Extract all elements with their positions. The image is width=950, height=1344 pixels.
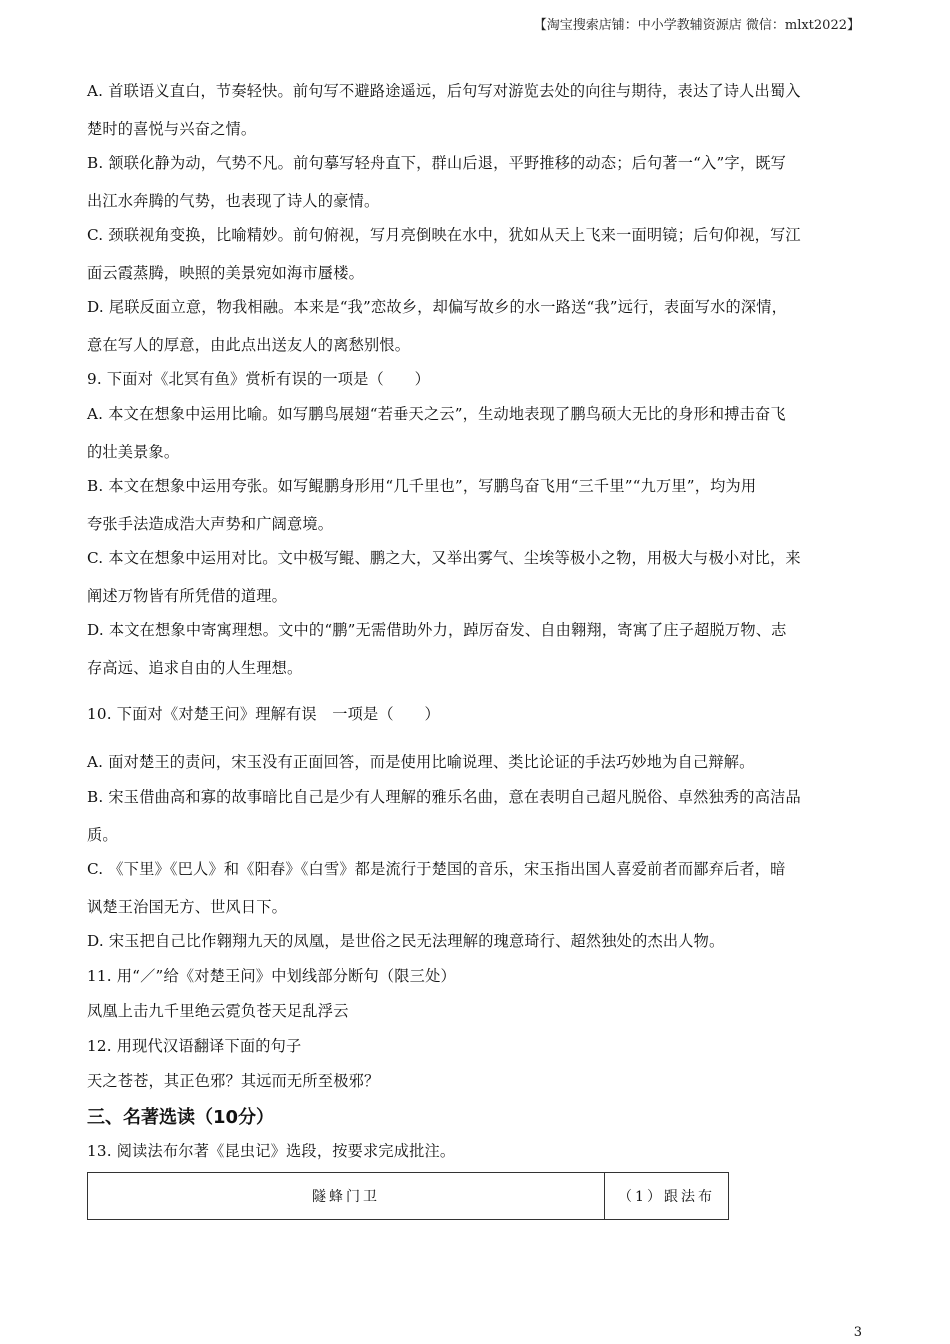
q9-option-b-line2: 夸张手法造成浩大声势和广阔意境。 [87, 515, 334, 533]
q9-option-d-line1: D. 本文在想象中寄寓理想。文中的“鹏”无需借助外力，踔厉奋发、自由翱翔，寄寓了庄子超脱万物、志 [87, 621, 787, 639]
q10-option-b-line2: 质。 [87, 826, 118, 844]
section-title: 三、名著选读（10分） [87, 1107, 275, 1128]
page-number: 3 [853, 1325, 862, 1340]
q8-option-c-line1: C. 颈联视角变换，比喻精妙。前句俯视，写月亮倒映在水中，犹如从天上飞来一面明镜；后句仰视，写江 [87, 226, 801, 244]
q8-option-a-line1: A. 首联语义直白，节奏轻快。前句写不避路途遥远，后句写对游览去处的向往与期待，表达了诗人出蜀入 [87, 82, 801, 100]
table-cell-annotation: （1）跟法布 [618, 1189, 715, 1205]
table-cell-passage-title: 隧蜂门卫 [88, 1173, 605, 1219]
q9-option-b-line1: B. 本文在想象中运用夸张。如写鲲鹏身形用“几千里也”，写鹏鸟奋飞用“三千里”“九万里”，均为用 [87, 477, 757, 495]
q13-stem: 13. 阅读法布尔著《昆虫记》选段，按要求完成批注。 [87, 1142, 456, 1160]
q8-option-d-line1: D. 尾联反面立意，物我相融。本来是“我”恋故乡，却偏写故乡的水一路送“我”远行，表面写水的深情， [87, 298, 788, 316]
q9-option-a-line2: 的壮美景象。 [87, 443, 180, 461]
q10-option-a: A. 面对楚王的责问，宋玉没有正面回答，而是使用比喻说理、类比论证的手法巧妙地为自己辩解。 [87, 753, 755, 771]
q8-option-c-line2: 面云霞蒸腾，映照的美景宛如海市蜃楼。 [87, 264, 364, 282]
q10-stem: 10. 下面对《对楚王问》理解有误 一项是（ ） [87, 705, 440, 723]
q11-stem: 11. 用“／”给《对楚王问》中划线部分断句（限三处） [87, 967, 456, 985]
q10-option-d: D. 宋玉把自己比作翱翔九天的凤凰，是世俗之民无法理解的瑰意琦行、超然独处的杰出人物。 [87, 932, 725, 950]
q9-option-c-line2: 阐述万物皆有所凭借的道理。 [87, 587, 288, 605]
q8-option-b-line1: B. 颔联化静为动，气势不凡。前句摹写轻舟直下，群山后退，平野推移的动态；后句著一“入”字，既写 [87, 154, 787, 172]
q10-option-b-line1: B. 宋玉借曲高和寡的故事暗比自己是少有人理解的雅乐名曲，意在表明自己超凡脱俗、卓然独秀的高洁品 [87, 788, 801, 806]
q9-option-d-line2: 存高远、追求自由的人生理想。 [87, 659, 303, 677]
q8-option-a-line2: 楚时的喜悦与兴奋之情。 [87, 120, 257, 138]
q9-option-c-line1: C. 本文在想象中运用对比。文中极写鲲、鹏之大，又举出雾气、尘埃等极小之物，用极大与极小对比，来 [87, 549, 801, 567]
q8-option-b-line2: 出江水奔腾的气势，也表现了诗人的豪情。 [87, 192, 380, 210]
q9-option-a-line1: A. 本文在想象中运用比喻。如写鹏鸟展翅“若垂天之云”，生动地表现了鹏鸟硕大无比的身形和搏击奋飞 [87, 405, 786, 423]
q9-stem: 9. 下面对《北冥有鱼》赏析有误的一项是（ ） [87, 370, 431, 388]
page-header: 【淘宝搜索店铺：中小学教辅资源店 微信：mlxt2022】 [533, 18, 860, 33]
q12-text: 天之苍苍，其正色邪？其远而无所至极邪？ [87, 1072, 380, 1090]
q11-text: 凤凰上击九千里绝云霓负苍天足乱浮云 [87, 1002, 349, 1020]
q12-stem: 12. 用现代汉语翻译下面的句子 [87, 1037, 302, 1055]
q10-option-c-line2: 讽楚王治国无方、世风日下。 [87, 898, 288, 916]
q10-option-c-line1: C. 《下里》《巴人》和《阳春》《白雪》都是流行于楚国的音乐，宋玉指出国人喜爱前者而鄙弃后者，暗 [87, 860, 786, 878]
q8-option-d-line2: 意在写人的厚意，由此点出送友人的离愁别恨。 [87, 336, 411, 354]
annotation-table [87, 1172, 729, 1220]
